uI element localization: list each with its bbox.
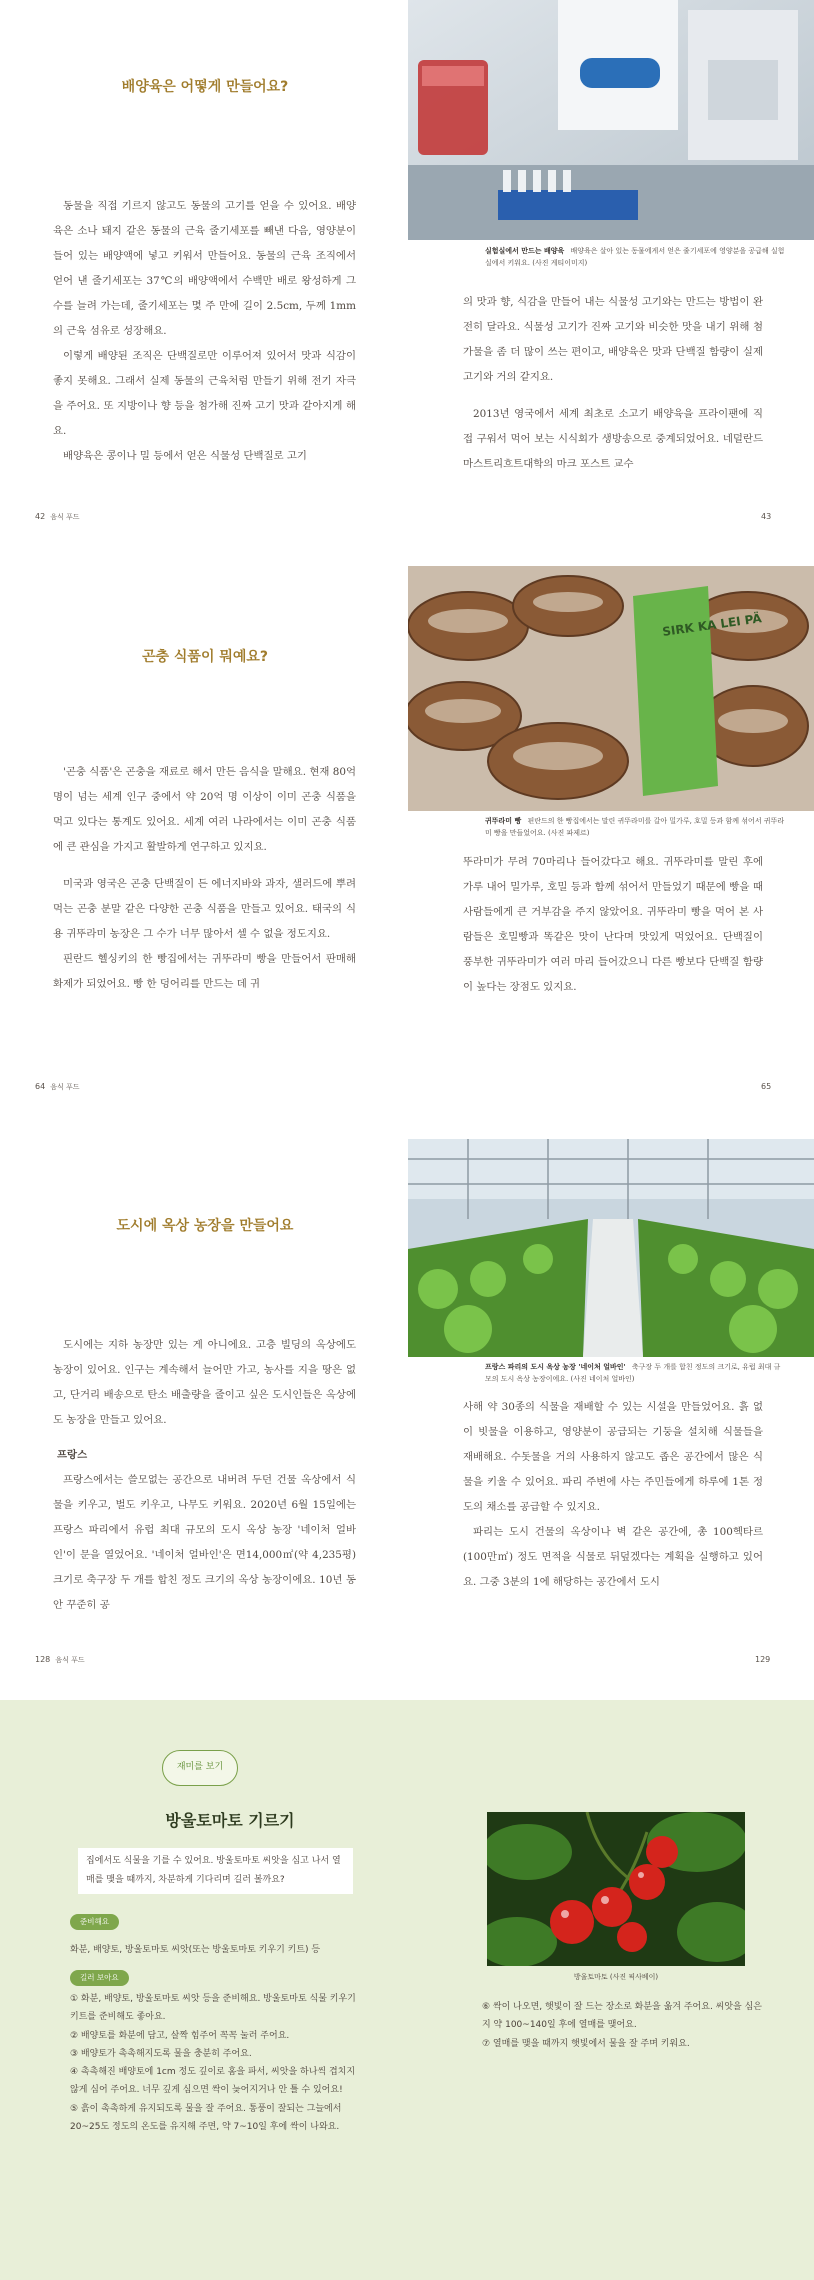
body-right [463, 850, 763, 1000]
intro-box: 집에서도 식물을 기를 수 있어요. 방울토마토 씨앗을 심고 나서 열매를 맺을 때까지, 차분하게 기다리며 길러 볼까요? [78, 1848, 353, 1894]
activity-title: 방울토마토 기르기 [165, 1811, 295, 1830]
section-heading: 곤충 식품이 뭐예요? [141, 649, 269, 665]
body-left [53, 760, 356, 997]
spread-rooftop-farm [0, 1125, 814, 1700]
step-item: ⑤ 흙이 촉촉하게 유지되도록 물을 잘 주어요. 통풍이 잘되는 그늘에서 20~25도 정도의 온도를 유지해 주면, 약 7~10일 후에 싹이 나와요. [70, 2103, 342, 2133]
body-left [53, 194, 356, 469]
body-right [463, 1395, 763, 1595]
caption-text: 배양육은 살아 있는 동물에게서 얻은 줄기세포에 영양분을 공급해 실험실에서 키워요. (사진 게티이미지) [485, 247, 785, 267]
spread-insect-food [0, 560, 814, 1125]
page-number-right: 129 [755, 1655, 771, 1664]
spread-cultured-meat [0, 0, 814, 560]
photo-caption [485, 1361, 785, 1385]
paragraph: 파리는 도시 건물의 옥상이나 벽 같은 공간에, 총 100헥타르(100만㎡) 정도 면적을 식물로 뒤덮겠다는 계획을 실행하고 있어요. 그중 3분의 1에 해당하는 공간에서 도시 [463, 1526, 763, 1588]
caption-title: 실험실에서 만드는 배양육 [485, 247, 565, 255]
page-number-right: 65 [761, 1082, 772, 1091]
tomato-caption: 방울토마토 (사진 픽사베이) [573, 1973, 659, 1981]
activity-badge: 재미를 보기 [162, 1750, 238, 1786]
photo-caption [485, 815, 785, 839]
paragraph: 의 맛과 향, 식감을 만들어 내는 식물성 고기와는 만드는 방법이 완전히 달라요. 식물성 고기가 진짜 고기와 비슷한 맛을 내기 위해 첨가물을 좀 더 많이 쓰는 편이고, 배양육은 맛과 단백질 함량이 실제 고기와 거의 같지요. [463, 296, 763, 383]
paragraph: 도시에는 지하 농장만 있는 게 아니에요. 고층 빌딩의 옥상에도 농장이 있어요. 인구는 계속해서 늘어만 가고, 농사를 지을 땅은 없고, 단거리 배송으로 탄소 배출량을 줄이고 싶은 도시인들은 옥상에도 농장을 만들고 있어요. [53, 1339, 356, 1426]
step-item: ③ 배양토가 촉촉해지도록 물을 충분히 주어요. [70, 2048, 252, 2059]
caption-title: 귀뚜라미 빵 [485, 817, 522, 825]
paragraph: 뚜라미가 무려 70마리나 들어갔다고 해요. 귀뚜라미를 말린 후에 가루 내어 밀가루, 호밀 등과 함께 섞어서 만들었기 때문에 빵을 때 사람들에게 큰 거부감을 주지 않았어요. 귀뚜라미 빵을 먹어 본 사람들은 호밀빵과 똑같은 맛이 난다며 맛있게 먹었어요. 단백질이 풍부한 귀뚜라미가 여러 마리 들어갔으니 다른 빵보다 단백질 함량이 높다는 장점도 있지요. [463, 856, 763, 993]
steps-list [70, 1990, 360, 2136]
page-number-left: 64 음식 푸드 [35, 1082, 80, 1091]
paragraph: 2013년 영국에서 세계 최초로 소고기 배양육을 프라이팬에 직접 구워서 먹어 보는 시식회가 생방송으로 중계되었어요. 네덜란드 마스트리흐트대학의 마크 포스트 교수 [463, 408, 763, 470]
page-number-left: 128 음식 푸드 [35, 1655, 85, 1664]
activity-cherry-tomato [0, 1700, 814, 2280]
paragraph: 사해 약 30종의 식물을 재배할 수 있는 시설을 만들었어요. 흙 없이 빗물을 이용하고, 영양분이 공급되는 기둥을 설치해 식물들을 재배해요. 수돗물을 거의 사용하지 않고도 좁은 공간에서 많은 식물을 키울 수 있어요. 파리 주변에 사는 주민들에게 하루에 1톤 정도의 채소를 공급할 수 있지요. [463, 1401, 763, 1513]
prep-text: 화분, 배양토, 방울토마토 씨앗(또는 방울토마토 키우기 키트) 등 [70, 1945, 321, 1955]
cricket-bread-photo [408, 566, 814, 811]
body-right [463, 290, 763, 477]
paragraph: 프랑스에서는 쓸모없는 공간으로 내버려 두던 건물 옥상에서 식물을 키우고, 벌도 키우고, 나무도 키워요. 2020년 6월 15일에는 프랑스 파리에서 유럽 최대 규모의 도시 옥상 농장 '네이처 얼바인'이 문을 열었어요. '네이처 얼바인'은 면14,000㎡(약 4,235평) 크기로 축구장 두 개를 합친 정도 크기의 옥상 농장이에요. 10년 동안 꾸준히 공 [53, 1474, 356, 1611]
step-item: ① 화분, 배양토, 방울토마토 씨앗 등을 준비해요. 방울토마토 식물 키우기 키트를 준비해도 좋아요. [70, 1994, 356, 2023]
photo-caption [485, 245, 785, 269]
step-item: ⑥ 싹이 나오면, 햇빛이 잘 드는 장소로 화분을 옮겨 주어요. 씨앗을 심은 지 약 100~140일 후에 열매를 맺어요. [482, 2002, 762, 2031]
subheading: 프랑스 [57, 1449, 88, 1461]
lab-photo [408, 0, 814, 240]
paragraph: 핀란드 헬싱키의 한 빵집에서는 귀뚜라미 빵을 만들어서 판매해 화제가 되었어요. 빵 한 덩어리를 만드는 데 귀 [53, 953, 356, 990]
paragraph: 이렇게 배양된 조직은 단백질로만 이루어져 있어서 맛과 식감이 좋지 못해요. 그래서 실제 동물의 근육처럼 만들기 위해 전기 자극을 주어요. 또 지방이나 향 등을 첨가해 진짜 고기 맛과 같아지게 해요. [53, 350, 356, 437]
prep-label: 준비해요 [70, 1914, 119, 1930]
steps-list-continued [482, 1998, 772, 2053]
caption-text: 축구장 두 개를 합친 정도의 크기로, 유럽 최대 규모의 도시 옥상 농장이에요. (사진 네이처 얼바인) [485, 1363, 781, 1383]
caption-text: 핀란드의 한 빵집에서는 말린 귀뚜라미를 갈아 밀가루, 호밀 등과 함께 섞어서 귀뚜라미 빵을 만들었어요. (사진 파제르) [485, 817, 785, 837]
rooftop-farm-photo [408, 1139, 814, 1357]
page-number-right: 43 [761, 512, 772, 521]
page-number-left: 42 음식 푸드 [35, 512, 80, 521]
section-heading: 배양육은 어떻게 만들어요? [121, 79, 289, 95]
paragraph: 배양육은 콩이나 밀 등에서 얻은 식물성 단백질로 고기 [63, 450, 307, 462]
body-left [53, 1333, 356, 1618]
bag-label: SIRK KA LEI PÄ [661, 611, 763, 639]
paragraph: 동물을 직접 기르지 않고도 동물의 고기를 얻을 수 있어요. 배양육은 소나 돼지 같은 동물의 근육 줄기세포를 빼낸 다음, 영양분이 들어 있는 배양액에 넣고 키워서 만들어요. 동물의 근육 조직에서 얻어 낸 줄기세포는 37℃의 배양액에서 수백만 배로 왕성하게 그 수를 늘려 가는데, 줄기세포는 몇 주 만에 길이 2.5cm, 두께 1mm의 근육 섬유로 성장해요. [53, 200, 356, 337]
caption-title: 프랑스 파리의 도시 옥상 농장 '네이처 얼바인' [485, 1363, 626, 1371]
step-item: ④ 촉촉해진 배양토에 1cm 정도 깊이로 홈을 파서, 씨앗을 하나씩 겹치지 않게 심어 주어요. 너무 깊게 심으면 싹이 늦어지거나 안 틀 수 있어요! [70, 2067, 356, 2096]
steps-label: 길러 보아요 [70, 1970, 129, 1986]
step-item: ② 배양토를 화분에 담고, 살짝 힘주어 꼭꼭 눌러 주어요. [70, 2030, 290, 2041]
tomato-photo [487, 1812, 745, 1966]
paragraph: '곤충 식품'은 곤충을 재료로 해서 만든 음식을 말해요. 현재 80억 명이 넘는 세계 인구 중에서 약 20억 명 이상이 이미 곤충 식품을 먹고 있다는 통계도 있어요. 세계 여러 나라에서는 이미 곤충 식품에 큰 관심을 가지고 활발하게 연구하고 있지요. [53, 766, 356, 853]
step-item: ⑦ 열매를 맺을 때까지 햇빛에서 물을 잘 주며 키워요. [482, 2038, 690, 2049]
paragraph: 미국과 영국은 곤충 단백질이 든 에너지바와 과자, 샐러드에 뿌려 먹는 곤충 분말 같은 다양한 곤충 식품을 만들고 있어요. 태국의 식용 귀뚜라미 농장은 그 수가 너무 많아서 셀 수 없을 정도지요. [53, 878, 356, 940]
section-heading: 도시에 옥상 농장을 만들어요 [116, 1218, 294, 1234]
